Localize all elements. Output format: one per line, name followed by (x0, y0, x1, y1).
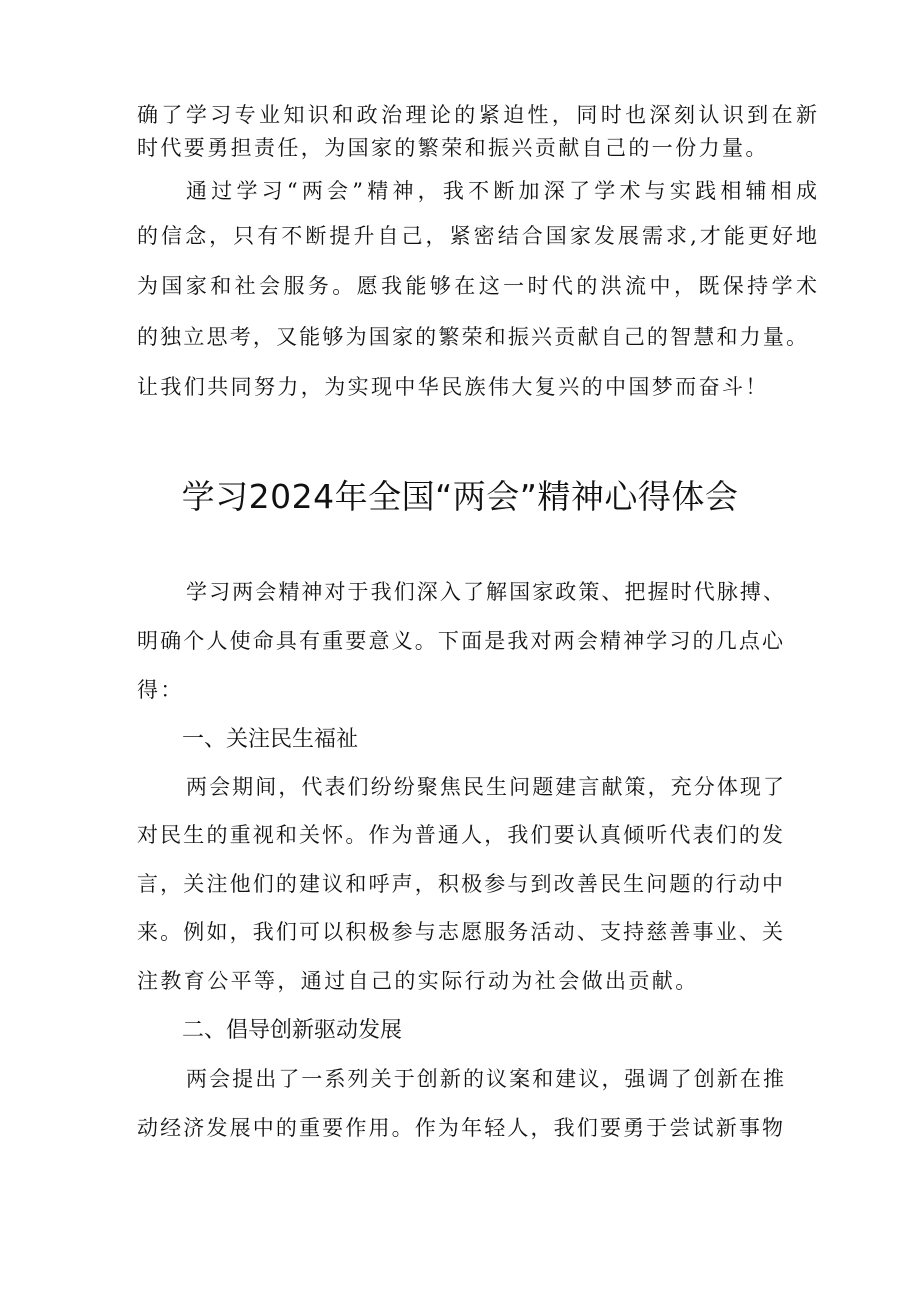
article-title: 学习2024年全国“两会”精神心得体会 (181, 477, 739, 516)
body-text-line: 言，关注他们的建议和呼声，积极参与到改善民生问题的行动中 (137, 872, 783, 896)
body-text-line: 两会期间，代表们纷纷聚焦民生问题建言献策，充分体现了 (186, 775, 784, 799)
body-text-line: 时代要勇担责任，为国家的繁荣和振兴贡献自己的一份力量。 (137, 136, 769, 160)
body-text-line: 得： (137, 678, 184, 702)
body-text-line: 注教育公平等，通过自己的实际行动为社会做出贡献。 (137, 969, 699, 993)
section-heading: 一、关注民生福祉 (182, 727, 359, 752)
body-text-line: 为国家和社会服务。愿我能够在这一时代的洪流中，既保持学术 (137, 274, 817, 298)
body-text-line: 的信念，只有不断提升自己，紧密结合国家发展需求,才能更好地 (137, 224, 817, 248)
section-heading: 二、倡导创新驱动发展 (182, 1018, 403, 1043)
body-text-line: 来。例如，我们可以积极参与志愿服务活动、支持慈善事业、关 (137, 920, 783, 944)
body-text-line: 明确个人使命具有重要意义。下面是我对两会精神学习的几点心 (137, 629, 783, 653)
body-text-line: 确了学习专业知识和政治理论的紧迫性，同时也深刻认识到在新 (137, 103, 817, 127)
body-text-line: 让我们共同努力，为实现中华民族伟大复兴的中国梦而奋斗！ (137, 375, 769, 399)
body-text-line: 动经济发展中的重要作用。作为年轻人，我们要勇于尝试新事物 (137, 1116, 783, 1140)
body-text-line: 学习两会精神对于我们深入了解国家政策、把握时代脉搏、 (186, 580, 784, 604)
body-text-line: 两会提出了一系列关于创新的议案和建议，强调了创新在推 (186, 1067, 784, 1091)
body-text-line: 的独立思考，又能够为国家的繁荣和振兴贡献自己的智慧和力量。 (137, 325, 807, 349)
body-text-line: 通过学习“两会”精神，我不断加深了学术与实践相辅相成 (186, 179, 817, 203)
body-text-line: 对民生的重视和关怀。作为普通人，我们要认真倾听代表们的发 (137, 823, 783, 847)
